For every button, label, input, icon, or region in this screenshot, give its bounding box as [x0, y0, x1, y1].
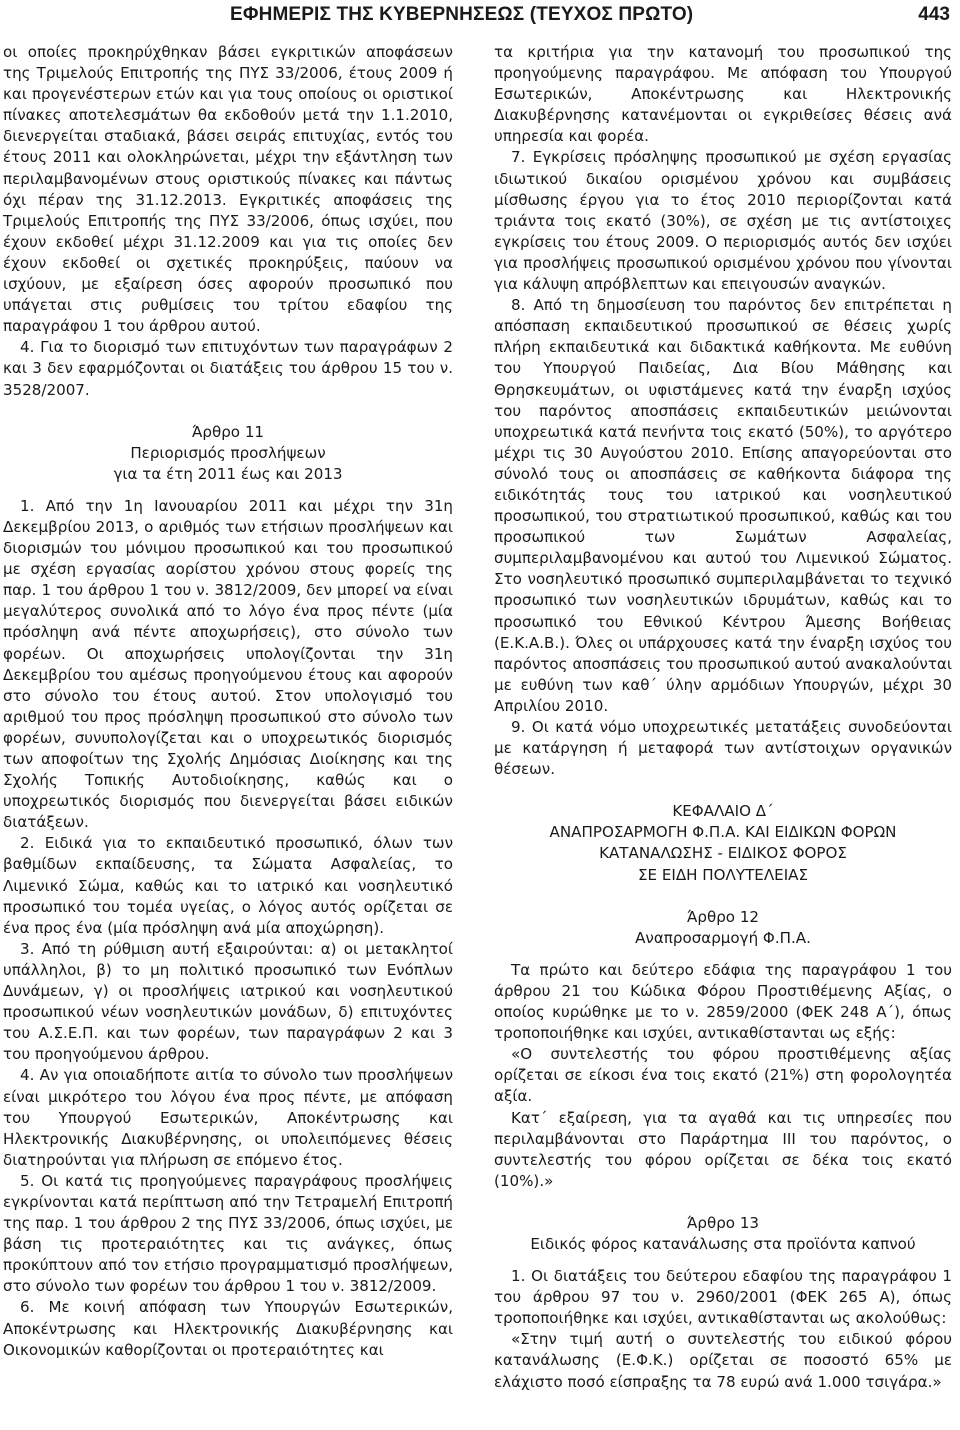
- paragraph: Κατ΄ εξαίρεση, για τα αγαθά και τις υπηρεσίες που περιλαμβάνονται στο Παράρτημα ΙΙΙ του παρόντος, ο συντελεστής του φόρου ορίζεται σε δέκα τοις εκατό (10%).»: [494, 1108, 952, 1190]
- article-subtitle: Αναπροσαρμογή Φ.Π.Α.: [635, 928, 811, 947]
- article-title: Άρθρο 11: [191, 422, 265, 441]
- paragraph: 8. Από τη δημοσίευση του παρόντος δεν επιτρέπεται η απόσπαση εκπαιδευτικού προσωπικού σε θέσεις χωρίς πλήρη εκπαιδευτικά και διδακτικά καθήκοντα. Με ευθύνη του Υπουργού Παιδείας, Δια Βίου Μάθησης και Θρησκευμάτων, οι υφιστάμενες κατά την έναρξη ισχύος του παρόντος αποσπάσεις εκπαιδευτικών μειώνονται υποχρεωτικά κατά πενήντα τοις εκατό (50%), το αργότερο μέχρι τις 30 Αυγούστου 2010. Επίσης απαγορεύονται στο σύνολό τους οι αποσπάσεις σε καθήκοντα διάφορα της ειδικότητάς τους του ιατρικού και νοσηλευτικού προσωπικού, του στρατιωτικού προσωπικού, καθώς και του προσωπικού των Σωμάτων Ασφαλείας, συμπεριλαμβανομένου και αυτού του Λιμενικού Σώματος. Στο νοσηλευτικό προσωπικό συμπεριλαμβάνεται το τεχνικό προσωπικό των νοσηλευτικών ιδρυμάτων, καθώς και το προσωπικό του Εθνικού Κέντρου Άμεσης Βοήθειας (Ε.Κ.Α.Β.). Όλες οι υπάρχουσες κατά την έναρξη ισχύος του παρόντος αποσπάσεις του προσωπικού αυτού ανακαλούνται με ευθύνη των καθ΄ ύλην αρμόδιων Υπουργών, μέχρι 30 Απριλίου 2010.: [494, 296, 952, 715]
- right-column: [494, 42, 952, 1393]
- left-column: [3, 42, 453, 1361]
- paragraph: «Στην τιμή αυτή ο συντελεστής του ειδικού φόρου κατανάλωσης (Ε.Φ.Κ.) ορίζεται σε ποσοστό 65% με ελάχιστο ποσό είσπραξης τα 78 ευρώ ανά 1.000 τσιγάρα.»: [494, 1330, 952, 1391]
- chapter-title: ΣΕ ΕΙΔΗ ΠΟΛΥΤΕΛΕΙΑΣ: [637, 865, 809, 884]
- article-title: Άρθρο 13: [686, 1213, 760, 1232]
- paragraph: 4. Αν για οποιαδήποτε αιτία το σύνολο των προσλήψεων είναι μικρότερο του λόγου ένα προς πέντε, με απόφαση του Υπουργού Εσωτερικών, Αποκέντρωσης και Ηλεκτρονικής Διακυβέρνησης, οι υπολειπόμενες θέσεις διατηρούνται για πλήρωση σε επόμενο έτος.: [3, 1066, 453, 1169]
- paragraph: τα κριτήρια για την κατανομή του προσωπικού της προηγούμενης παραγράφου. Με απόφαση του Υπουργού Εσωτερικών, Αποκέντρωσης και Ηλεκτρονικής Διακυβέρνησης κατανέμονται οι εγκριθείσες θέσεις ανά υπηρεσία και φορέα.: [494, 43, 952, 146]
- paragraph: 6. Με κοινή απόφαση των Υπουργών Εσωτερικών, Αποκέντρωσης και Ηλεκτρονικής Διακυβέρνησης και Οικονομικών καθορίζονται οι προτεραιότητες και: [3, 1298, 453, 1359]
- paragraph: «Ο συντελεστής του φόρου προστιθέμενης αξίας ορίζεται σε είκοσι ένα τοις εκατό (21%) στη φορολογητέα αξία.: [494, 1045, 952, 1106]
- page-header: [0, 0, 960, 30]
- gazette-title: ΕΦΗΜΕΡΙΣ ΤΗΣ ΚΥΒΕΡΝΗΣΕΩΣ (ΤΕΥΧΟΣ ΠΡΩΤΟ): [230, 4, 694, 25]
- paragraph: 5. Οι κατά τις προηγούμενες παραγράφους προσλήψεις εγκρίνονται κατά περίπτωση από την Τετραμελή Επιτροπή της παρ. 1 του άρθρου 2 της ΠΥΣ 33/2006, όπως ισχύει, με βάση τις προτεραιότητες και τις ανάγκες, όπως προκύπτουν από τον ετήσιο προγραμματισμό προσλήψεων, στο σύνολο των φορέων του άρθρου 1 του ν. 3812/2009.: [3, 1171, 453, 1296]
- article-subtitle: για τα έτη 2011 έως και 2013: [113, 464, 343, 483]
- page-number: 443: [918, 4, 950, 25]
- chapter-title: ΑΝΑΠΡΟΣΑΡΜΟΓΗ Φ.Π.Α. ΚΑΙ ΕΙΔΙΚΩΝ ΦΟΡΩΝ: [549, 823, 897, 842]
- paragraph: 1. Από την 1η Ιανουαρίου 2011 και μέχρι την 31η Δεκεμβρίου 2013, ο αριθμός των ετήσιων προσλήψεων και διορισμών του μόνιμου προσωπικού και του προσωπικού με σχέση εργασίας αορίστου χρόνου στους φορείς της παρ. 1 του άρθρου 1 του ν. 3812/2009, δεν μπορεί να είναι μεγαλύτερος συνολικά από το λόγο ένα προς πέντε (μία πρόσληψη ανά πέντε αποχωρήσεις), στο σύνολο των φορέων. Οι αποχωρήσεις υπολογίζονται την 31η Δεκεμβρίου του αμέσως προηγούμενου έτους και αφορούν στο σύνολο του έτους αυτού. Στον υπολογισμό του αριθμού του προς πρόσληψη προσωπικού στο σύνολο των φορέων, συνυπολογίζεται και ο υποχρεωτικός διορισμός των αποφοίτων της Σχολής Δημόσιας Διοίκησης και της Σχολής Τοπικής Αυτοδιοίκησης, καθώς και ο υποχρεωτικός διορισμός που διενεργείται βάσει ειδικών διατάξεων.: [3, 496, 453, 832]
- article-subtitle: Περιορισμός προσλήψεων: [130, 443, 326, 462]
- paragraph: Τα πρώτο και δεύτερο εδάφια της παραγράφου 1 του άρθρου 21 του Κώδικα Φόρου Προστιθέμενης Αξίας, ο οποίος κυρώθηκε με το ν. 2859/2000 (ΦΕΚ 248 Α΄), όπως τροποποιήθηκε και ισχύει, αντικαθίστανται ως εξής:: [494, 960, 952, 1043]
- paragraph: 2. Ειδικά για το εκπαιδευτικό προσωπικό, όλων των βαθμίδων εκπαίδευσης, τα Σώματα Ασφαλείας, το Λιμενικό Σώμα, καθώς και το ιατρικό και νοσηλευτικό προσωπικό του τομέα υγείας, ο λόγος αυτός ορίζεται σε ένα προς ένα (μία πρόσληψη ανά μία αποχώρηση).: [3, 834, 453, 937]
- paragraph: οι οποίες προκηρύχθηκαν βάσει εγκριτικών αποφάσεων της Τριμελούς Επιτροπής της ΠΥΣ 33/2006, έτους 2009 ή και προγενέστερων ετών και για τους οποίους οι οριστικοί πίνακες αποτελεσμάτων θα εκδοθούν μετά την 1.1.2010, διενεργείται σταδιακά, βάσει σειράς επιτυχίας, εντός του έτους 2011 και ολοκληρώνεται, μέχρι την εξάντληση των περιλαμβανομένων στους οριστικούς πίνακες και πάντως όχι πέραν της 31.12.2013. Εγκριτικές αποφάσεις της Τριμελούς Επιτροπής της ΠΥΣ 33/2006, όπως ισχύει, που έχουν εκδοθεί μέχρι 31.12.2009 και για τις οποίες δεν έχουν εκδοθεί οι σχετικές προκηρύξεις, παύουν να ισχύουν, με εξαίρεση όσες αφορούν προσωπικό που υπάγεται στις ρυθμίσεις του τρίτου εδαφίου της παραγράφου 1 του άρθρου αυτού.: [3, 43, 453, 336]
- paragraph: 9. Οι κατά νόμο υποχρεωτικές μετατάξεις συνοδεύονται με κατάργηση ή μεταφορά των αντίστοιχων οργανικών θέσεων.: [494, 718, 952, 779]
- paragraph: 7. Εγκρίσεις πρόσληψης προσωπικού με σχέση εργασίας ιδιωτικού δικαίου ορισμένου χρόνου και συμβάσεις μίσθωσης έργου για το έτος 2010 περιορίζονται κατά τριάντα τοις εκατό (30%), σε σχέση με τις αντίστοιχες εγκρίσεις του έτους 2009. Ο περιορισμός αυτός δεν ισχύει για προσλήψεις προσωπικού ορισμένου χρόνου που γίνονται για κάλυψη απρόβλεπτων και επειγουσών αναγκών.: [494, 148, 952, 294]
- chapter-heading: ΚΕΦΑΛΑΙΟ Δ΄: [672, 802, 774, 821]
- article-title: Άρθρο 12: [686, 907, 760, 926]
- paragraph: 3. Από τη ρύθμιση αυτή εξαιρούνται: α) οι μετακλητοί υπάλληλοι, β) το μη πολιτικό προσωπικό των Ενόπλων Δυνάμεων, γ) οι προσλήψεις ιατρικού και νοσηλευτικού προσωπικού νέων νοσηλευτικών μονάδων, δ) επιτυχόντες του Α.Σ.Ε.Π. και των φορέων, των παραγράφων 2 και 3 του προηγούμενου άρθρου.: [3, 939, 453, 1064]
- paragraph: 1. Οι διατάξεις του δεύτερου εδαφίου της παραγράφου 1 του άρθρου 97 του ν. 2960/2001 (ΦΕΚ 265 Α), όπως τροποποιήθηκε και ισχύει, αντικαθίστανται ως ακολούθως:: [494, 1267, 952, 1328]
- article-subtitle: Ειδικός φόρος κατανάλωσης στα προϊόντα καπνού: [530, 1234, 916, 1253]
- paragraph: 4. Για το διορισμό των επιτυχόντων των παραγράφων 2 και 3 δεν εφαρμόζονται οι διατάξεις του άρθρου 15 του ν. 3528/2007.: [3, 338, 453, 399]
- chapter-title: ΚΑΤΑΝΑΛΩΣΗΣ - ΕΙΔΙΚΟΣ ΦΟΡΟΣ: [599, 844, 847, 863]
